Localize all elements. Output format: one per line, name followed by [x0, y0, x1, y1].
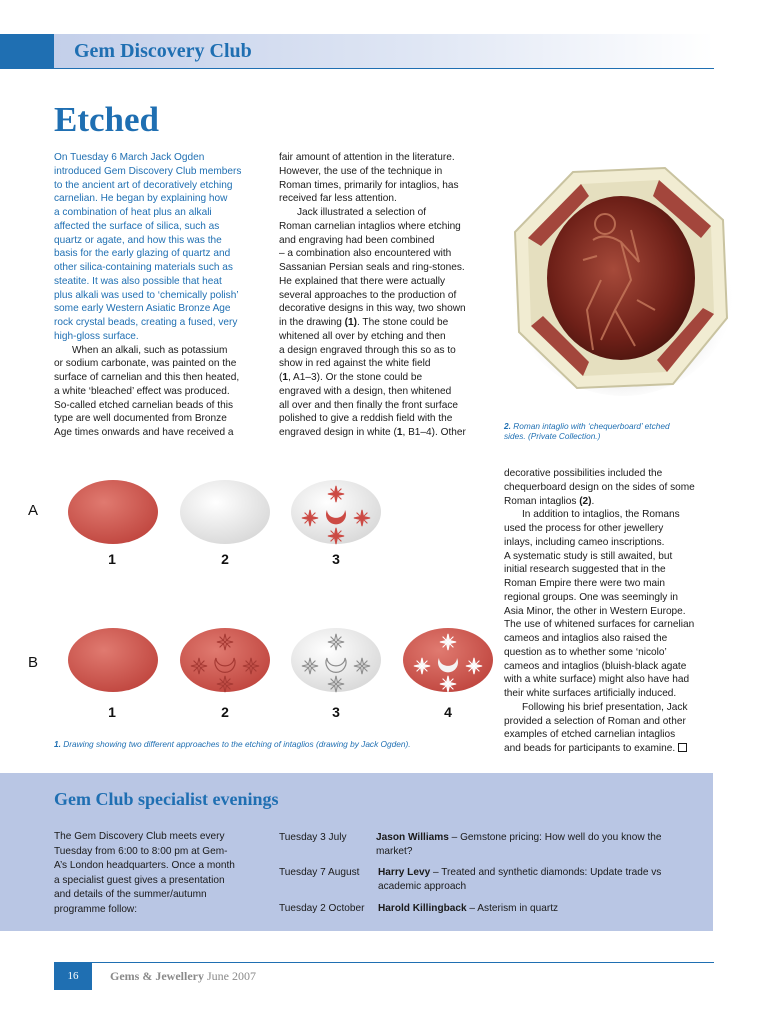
- text-line: However, the use of the technique in: [279, 165, 443, 177]
- text-line: affected the surface of silica, such as: [54, 220, 220, 232]
- text-line: So-called etched carnelian beads of this: [54, 399, 233, 411]
- text-line: The use of whitened surfaces for carnelian: [504, 619, 695, 631]
- event-details: [378, 902, 698, 916]
- article-column-2: [279, 151, 494, 440]
- text-run: , A1–3). Or the stone could be: [288, 372, 423, 383]
- text-line: [504, 742, 716, 756]
- engraved-field: [547, 196, 695, 360]
- text-line: high-gloss surface.: [54, 330, 139, 342]
- panel-intro: [54, 830, 259, 917]
- number-a3: 3: [332, 551, 340, 567]
- caption-text: Drawing showing two different approaches to the etching of intaglios (drawing by Jack Ogden).: [63, 739, 411, 749]
- text-line: [279, 371, 494, 385]
- text-line: and engraving had been combined: [279, 234, 435, 246]
- text-line: Tuesday from 6:00 to 8:00 pm at Gem-: [54, 845, 228, 857]
- text-line: He explained that there were actually: [279, 275, 446, 287]
- text-line: Jack illustrated a selection of: [297, 207, 427, 218]
- text-line: with a white surface) might also have had: [504, 674, 690, 686]
- text-line: Roman Empire there were two main: [504, 578, 666, 589]
- issue-date: June 2007: [203, 969, 256, 983]
- text-line: or sodium carbonate, was painted on the: [54, 358, 237, 370]
- text-line: a combination of heat plus an alkali: [54, 207, 212, 218]
- text-line: cameos and intaglios (bluish-black agate: [504, 660, 687, 672]
- text-line: a white ‘bleached’ effect was produced.: [54, 385, 230, 397]
- article-column-3: [504, 467, 716, 756]
- text-line: show in red against the white field: [279, 358, 431, 370]
- text-line: Asia Minor, the other in Western Europe.: [504, 605, 686, 617]
- text-line: carnelian. He began by explaining how: [54, 193, 228, 205]
- text-line: A’s London headquarters. Once a month: [54, 860, 235, 871]
- figure-reference: (2): [579, 495, 592, 507]
- text-line: some early Western Asiatic Bronze Age: [54, 303, 231, 315]
- row-label-b: B: [28, 654, 39, 671]
- number-b3: 3: [332, 704, 340, 720]
- text-run: .: [591, 495, 595, 507]
- header-rule: [54, 68, 714, 69]
- speaker-name: Jason Williams: [376, 832, 449, 843]
- stone-a2-white: [180, 480, 270, 544]
- text-run: Roman intaglios: [504, 495, 580, 507]
- text-run: engraved design in white (: [279, 427, 397, 438]
- text-line: a design engraved through this so as to: [279, 344, 456, 356]
- text-line: used the process for other jewellery: [504, 523, 664, 534]
- text-line: Following his brief presentation, Jack: [522, 701, 688, 713]
- text-line: to the ancient art of decoratively etching: [54, 179, 233, 191]
- text-line: steatite. It was also possible that heat: [54, 275, 222, 287]
- text-line: type are well documented from Bronze: [54, 413, 227, 425]
- text-line: decorative designs in this way, two shown: [279, 303, 466, 315]
- text-line: several approaches to the production of: [279, 289, 457, 301]
- text-run: and beads for participants to examine.: [504, 743, 676, 754]
- figure-reference: 1: [282, 372, 288, 383]
- text-line: decorative possibilities included the: [504, 468, 663, 479]
- text-line: initial research suggested that in the: [504, 564, 666, 576]
- stone-b2-engraved: [180, 628, 270, 692]
- text-line: rock crystal beads, creating a fused, very: [54, 317, 238, 328]
- footer-rule: [54, 962, 714, 963]
- figure-1-caption: [54, 739, 494, 749]
- text-line: basis for the early glazing of quartz and: [54, 248, 231, 260]
- event-date: Tuesday 2 October: [279, 903, 365, 914]
- event-date: Tuesday 7 August: [279, 867, 360, 878]
- caption-line: sides. (Private Collection.): [504, 431, 601, 441]
- row-label-a: A: [28, 502, 39, 519]
- text-line: a specialist guest gives a presentation: [54, 874, 225, 886]
- event-details: [376, 831, 696, 858]
- event-date: Tuesday 3 July: [279, 832, 347, 843]
- text-line: whitened all over by etching and then: [279, 330, 446, 342]
- stone-b1-red: [68, 628, 158, 692]
- header-color-block: [0, 34, 54, 69]
- text-line: programme follow:: [54, 903, 138, 915]
- text-line: Roman carnelian intaglios where etching: [279, 220, 461, 232]
- text-line: other silica-containing materials such as: [54, 262, 233, 273]
- caption-line: Roman intaglio with ‘chequerboard’ etched: [513, 421, 670, 431]
- article-column-1: [54, 151, 269, 440]
- event-details: [378, 866, 698, 893]
- number-b4: 4: [444, 704, 452, 720]
- text-line: chequerboard design on the sides of some: [504, 481, 695, 493]
- lead-paragraph: [54, 151, 269, 344]
- event-topic: academic approach: [378, 880, 467, 892]
- text-line: polished to give a reddish field with the: [279, 413, 453, 425]
- text-line: – a combination also encountered with: [279, 248, 452, 260]
- event-topic: – Gemstone pricing: How well do you know the: [448, 832, 662, 843]
- text-line: A systematic study is still awaited, but: [504, 550, 673, 562]
- text-line: their white surfaces artificially induced.: [504, 688, 677, 699]
- journal-name: Gems: [110, 969, 140, 983]
- figure-reference: 1: [396, 427, 403, 438]
- article-headline: Etched: [54, 100, 159, 139]
- text-line: provided a selection of Roman and other: [504, 715, 686, 727]
- text-line: cameos and intaglios also raised the: [504, 633, 668, 644]
- number-a1: 1: [108, 551, 116, 567]
- text-line: Roman times, primarily for intaglios, has: [279, 179, 459, 191]
- text-line: Age times onwards and have received a: [54, 427, 234, 438]
- speaker-name: Harry Levy: [378, 867, 431, 878]
- text-line: [504, 495, 716, 509]
- text-line: When an alkali, such as potassium: [72, 344, 228, 356]
- text-line: introduced Gem Discovery Club members: [54, 165, 242, 177]
- text-line: The Gem Discovery Club meets every: [54, 831, 225, 842]
- caption-number: 1.: [54, 739, 61, 749]
- text-line: question as to whether some ‘nicolo’: [504, 646, 667, 658]
- end-of-article-mark: [678, 743, 687, 752]
- body-paragraph: [54, 344, 269, 440]
- etching-diagram: [20, 470, 500, 725]
- text-line: [279, 426, 494, 440]
- speaker-name: Harold Killingback: [378, 903, 467, 914]
- text-run: in the drawing: [279, 317, 345, 328]
- panel-title: Gem Club specialist evenings: [54, 789, 279, 809]
- number-b2: 2: [221, 704, 229, 720]
- stone-a1-red: [68, 480, 158, 544]
- figure-reference: (1): [344, 317, 357, 328]
- event-topic: – Treated and synthetic diamonds: Update trade vs: [430, 867, 662, 878]
- journal-footer: [110, 969, 256, 984]
- page-number: 16: [54, 963, 92, 990]
- text-run: . The stone could be: [357, 317, 449, 328]
- text-line: all over and then finally the front surface: [279, 399, 458, 411]
- text-line: examples of etched carnelian intaglios: [504, 729, 676, 741]
- text-line: inlays, including cameo inscriptions.: [504, 536, 665, 548]
- caption-number: 2.: [504, 421, 511, 431]
- text-line: engraved with a design, then whitened: [279, 385, 452, 397]
- event-topic: market?: [376, 845, 413, 857]
- journal-name: &: [139, 969, 156, 983]
- text-run: , B1–4). Other: [402, 427, 466, 438]
- text-line: Sassanian Persian seals and ring-stones.: [279, 262, 465, 273]
- section-title: Gem Discovery Club: [74, 40, 252, 62]
- number-b1: 1: [108, 704, 116, 720]
- journal-name: Jewellery: [155, 969, 204, 983]
- figure-2-caption: [504, 421, 724, 441]
- text-line: quartz or agate, and how this was the: [54, 234, 222, 246]
- text-line: plus alkali was used to ‘chemically polish’: [54, 289, 239, 301]
- text-run: (: [279, 372, 283, 383]
- text-line: regional groups. One was seemingly in: [504, 591, 678, 603]
- stone-b3-white: [291, 628, 381, 692]
- text-line: surface of carnelian and this then heated,: [54, 372, 240, 383]
- number-a2: 2: [221, 551, 229, 567]
- text-line: received far less attention.: [279, 193, 397, 205]
- text-line: [279, 316, 494, 330]
- roman-intaglio-photo: [505, 160, 737, 400]
- text-line: In addition to intaglios, the Romans: [522, 509, 680, 521]
- text-line: and details of the summer/autumn: [54, 889, 207, 900]
- text-line: fair amount of attention in the literature.: [279, 152, 455, 163]
- event-topic: – Asterism in quartz: [466, 903, 559, 914]
- text-line: On Tuesday 6 March Jack Ogden: [54, 152, 205, 163]
